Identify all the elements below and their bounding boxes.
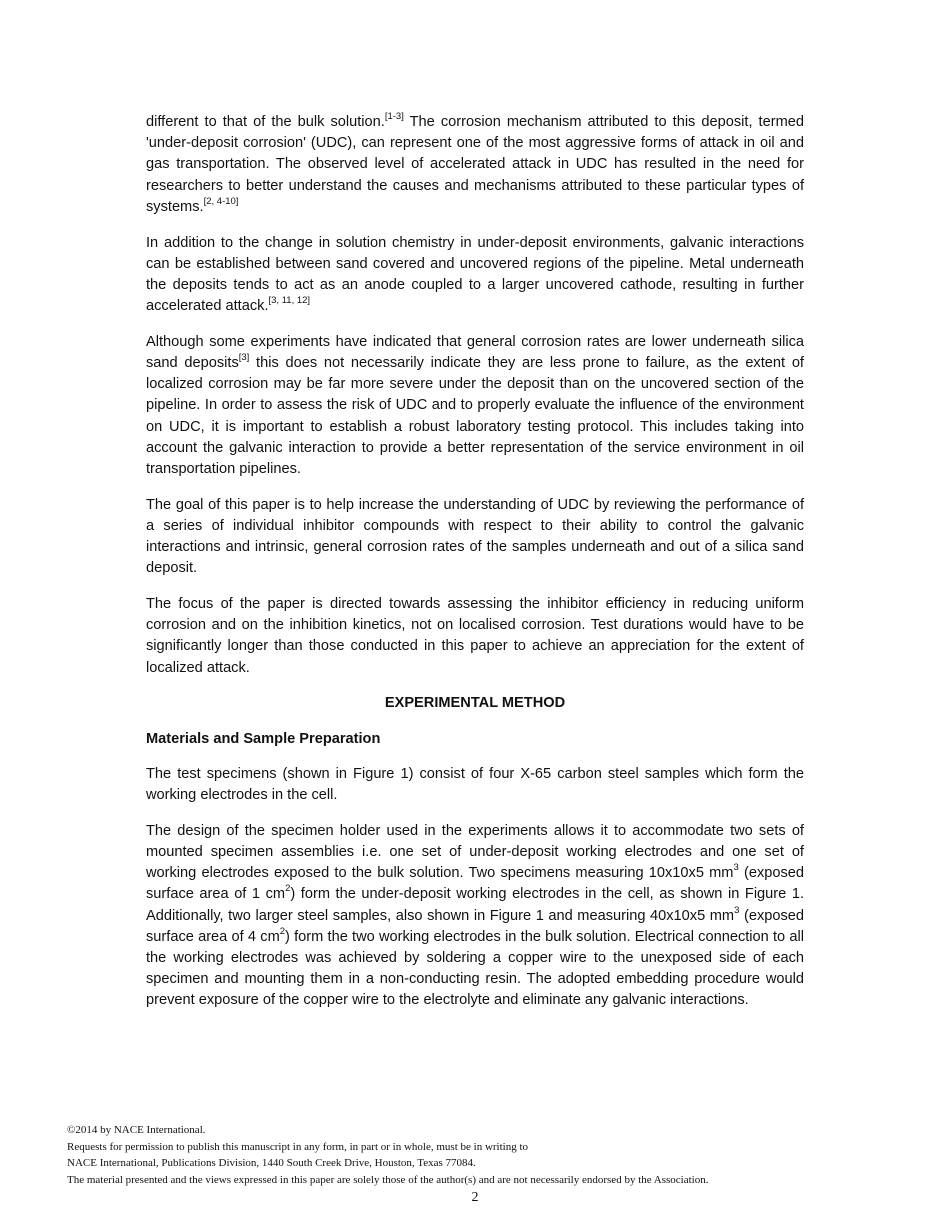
copyright-line: ©2014 by NACE International. xyxy=(67,1124,206,1136)
paragraph-text: ) form the under-deposit working electrodes in the cell, as shown in Figure 1. Additionally, two larger steel samples, also shown in Figure 1 and measuring 40x10x5 mm xyxy=(146,886,805,924)
paragraph-text: this does not necessarily indicate they are less prone to failure, as the extent of localized corrosion may be far more severe under the deposit than on the uncovered section of the pipeline. In order to assess the risk of UDC and to properly evaluate the influence of the environment on UDC, it is important to establish a robust laboratory testing protocol. This includes taking into account the galvanic interaction to provide a better representation of the service environment in oil transportation pipelines. xyxy=(146,355,804,478)
paragraph-text: The goal of this paper is to help increase the understanding of UDC by reviewing the performance of a series of individual inhibitor compounds with respect to their ability to control the galvanic interactions and intrinsic, general corrosion rates of the samples underneath and out of a silica sand deposit. xyxy=(146,496,804,577)
citation: [2, 4-10] xyxy=(203,195,239,207)
paragraph-text: different to that of the bulk solution. xyxy=(146,114,385,130)
paragraph xyxy=(146,821,804,1012)
paragraph-text: In addition to the change in solution chemistry in under-deposit environments, galvanic interactions can be established between sand covered and uncovered regions of the pipeline. Metal underneath the deposits tends to act as an anode coupled to a larger uncovered cathode, resulting in further accelerated attack. xyxy=(146,234,804,315)
paragraph xyxy=(146,764,804,806)
paragraph xyxy=(146,495,804,580)
citation: [3, 11, 12] xyxy=(268,295,311,307)
subsection-heading: Materials and Sample Preparation xyxy=(146,730,381,747)
paragraph-text: (exposed surface area of 4 cm xyxy=(146,907,804,945)
superscript: 3 xyxy=(733,862,739,874)
paragraph-text: (exposed surface area of 1 cm xyxy=(146,865,805,903)
copyright-footer xyxy=(67,1122,887,1188)
paragraph-text: The corrosion mechanism attributed to this deposit, termed 'under-deposit corrosion' (UDC), can represent one of the most aggressive forms of attack in oil and gas transportation. The observed level of accelerated attack in UDC has resulted in the need for researchers to better understand the causes and mechanisms attributed to these particular types of systems. xyxy=(146,114,804,215)
citation: [1-3] xyxy=(384,111,404,123)
superscript: 2 xyxy=(279,925,286,937)
paragraph-text: The focus of the paper is directed towards assessing the inhibitor efficiency in reducing uniform corrosion and on the inhibition kinetics, not on localised corrosion. Test durations would have to be significantly longer than those conducted in this paper to achieve an appreciation for the extent of localized attack. xyxy=(146,596,804,676)
paragraph xyxy=(146,594,804,679)
paragraph xyxy=(146,332,804,480)
paragraph-text: Although some experiments have indicated that general corrosion rates are lower underneath silica sand deposits xyxy=(146,333,804,372)
paragraph xyxy=(146,233,804,318)
paragraph xyxy=(146,112,804,218)
address-line: NACE International, Publications Division, 1440 South Creek Drive, Houston, Texas 77084. xyxy=(67,1157,476,1169)
superscript: 3 xyxy=(734,904,740,916)
body-text xyxy=(146,112,804,1026)
citation: [3] xyxy=(238,352,250,364)
page-number: 2 xyxy=(471,1190,479,1205)
paragraph-text: ) form the two working electrodes in the bulk solution. Electrical connection to all the working electrodes was achieved by soldering a copper wire to the unexposed side of each specimen and mounting them in a non-conducting resin. The adopted embedding procedure would prevent exposure of the copper wire to the electrolyte and eliminate any galvanic interactions. xyxy=(146,928,804,1009)
disclaimer-line: The material presented and the views expressed in this paper are solely those of the author(s) and are not necessarily endorsed by the Association. xyxy=(67,1173,709,1186)
section-heading: EXPERIMENTAL METHOD xyxy=(384,695,566,712)
superscript: 2 xyxy=(285,883,291,895)
paragraph-text: The design of the specimen holder used in the experiments allows it to accommodate two sets of mounted specimen assemblies i.e. one set of under-deposit working electrodes and one set of working electrodes exposed to the bulk solution. Two specimens measuring 10x10x5 mm xyxy=(146,822,804,882)
paragraph-text: The test specimens (shown in Figure 1) consist of four X-65 carbon steel samples which form the working electrodes in the cell. xyxy=(146,765,804,803)
permission-line: Requests for permission to publish this manuscript in any form, in part or in whole, must be in writing to xyxy=(67,1140,529,1153)
